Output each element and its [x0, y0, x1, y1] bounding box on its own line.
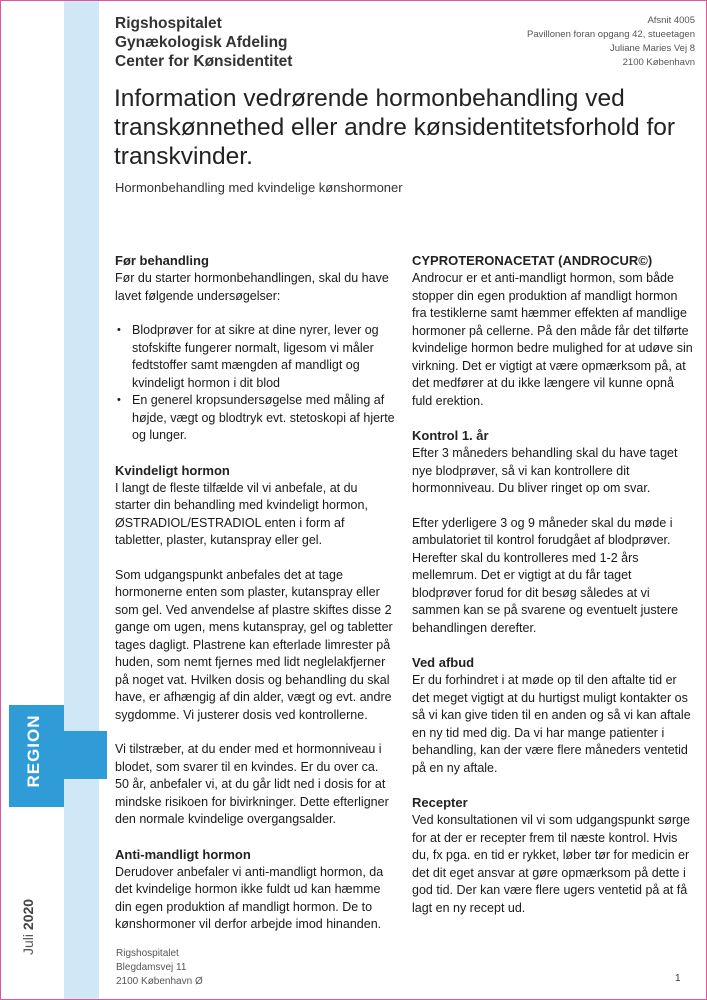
date-month: Juli	[20, 933, 36, 955]
sidebar-band	[64, 1, 99, 999]
address-line: Pavillonen foran opgang 42, stueetagen	[527, 29, 695, 40]
address-line: Juliane Maries Vej 8	[609, 43, 695, 54]
section-cancellation	[412, 654, 694, 777]
paragraph: Vi tilstræber, at du ender med et hormonniveau i blodet, som svarer til en kvindes. Er du over ca. 50 år, anbefaler vi, at du går lidt ned i dosis for at mindske risikoen for bivirkninger. Dette efterligner den normale kvindelige overgangsalder.	[115, 742, 389, 826]
organization-header	[115, 14, 292, 71]
vertical-date	[20, 875, 36, 955]
paragraph: Før du starter hormonbehandlingen, skal du have lavet følgende undersøgelser:	[115, 271, 389, 303]
section-heading: Recepter	[412, 795, 468, 810]
address-line: 2100 København	[622, 57, 695, 68]
section-before-treatment	[115, 252, 395, 445]
section-heading: Anti-mandligt hormon	[115, 846, 251, 862]
list-item: • En generel kropsundersøgelse med måling af højde, vægt og blodtryk evt. stetoskopi af hjerte og lunger.	[132, 392, 395, 445]
address-line: Afsnit 4005	[647, 15, 695, 26]
section-heading: Før behandling	[115, 253, 209, 268]
region-logo-bar	[64, 731, 107, 779]
document-title: Information vedrørende hormonbehandling ved transkønnethed eller andre kønsidentitetsforhold for transkvinder.	[114, 85, 676, 170]
address-block	[527, 14, 695, 70]
section-anti-male-hormone	[115, 846, 395, 934]
list-item: • Blodprøver for at sikre at dine nyrer, lever og stofskifte fungerer normalt, ligesom vi måler fedtstoffer samt mængden af mandligt og kvindeligt hormon i dit blod	[132, 322, 395, 392]
document-subtitle: Hormonbehandling med kvindelige kønshormoner	[115, 180, 403, 195]
page-number: 1	[675, 973, 681, 984]
paragraph: Derudover anbefaler vi anti-mandligt hormon, da det kvindelige hormon ikke fuldt ud kan hæmme din egen produktion af mandligt hormon. De to kønshormoner vil derfor arbejde imod hinanden.	[115, 864, 384, 931]
paragraph: Efter yderligere 3 og 9 måneder skal du møde i ambulatoriet til kontrol forudgået af blodprøver. Herefter skal du kontrolleres med 1-2 års mellemrum. Det er vigtigt at du får taget blodprøver forud for dit besøg således at vi sammen kan se på svarene og eventuelt justere behandlingen derefter.	[412, 515, 679, 635]
section-heading: Kontrol 1. år	[412, 428, 489, 443]
paragraph: I langt de fleste tilfælde vil vi anbefale, at du starter din behandling med kvindeligt hormon, ØSTRADIOL/ESTRADIOL enten i form af tabletter, plaster, kutanspray eller gel.	[115, 480, 368, 547]
footer-line: 2100 København Ø	[116, 976, 203, 987]
footer-line: Rigshospitalet	[116, 948, 179, 959]
section-cyproteronacetat	[412, 252, 694, 410]
section-heading: CYPROTERONACETAT (ANDROCUR©)	[412, 253, 653, 268]
date-year: 2020	[20, 898, 36, 931]
org-line: Gynækologisk Afdeling	[115, 34, 288, 51]
region-logo-text: REGION	[24, 714, 43, 788]
paragraph: Er du forhindret i at møde op til den aftalte tid er det meget vigtigt at du hurtigst muligt kontakter os så vi kan give tiden til en anden og så vi kan aftale en ny tid med dig. Da vi har mange patienter i behandling, kan der være flere måneders ventetid på en ny aftale.	[412, 673, 691, 775]
org-line: Rigshospitalet	[115, 15, 222, 32]
section-female-hormone	[115, 462, 395, 829]
footer-line: Blegdamsvej 11	[116, 962, 187, 973]
section-heading: Ved afbud	[412, 655, 475, 670]
paragraph: Androcur er et anti-mandligt hormon, som både stopper din egen produktion af mandligt hormon fra testiklerne samt hæmmer effekten af mandlige hormoner på cellerne. På den måde får det tilførte kvindelige hormon bedre mulighed for at udøve sin virkning. Det er vigtigt at være opmærksom på, at det medfører at du ikke længere vil kunne opnå fuld erektion.	[412, 271, 693, 408]
paragraph: Ved konsultationen vil vi som udgangspunkt sørge for at der er recepter frem til næste kontrol. Hvis du, fx pga. en tid er rykket, løber tør for medicin er det dit eget ansvar at gøre opmærksom på dette i god tid. Der kan være flere ugers ventetid på at få lagt en ny recept ud.	[412, 813, 690, 915]
paragraph: Efter 3 måneders behandling skal du have taget nye blodprøver, så vi kan kontrollere dit hormonniveau. Du bliver ringet op om svar.	[412, 446, 678, 495]
org-line: Center for Kønsidentitet	[115, 53, 293, 70]
section-heading: Kvindeligt hormon	[115, 462, 230, 478]
section-control-first-year	[412, 427, 694, 637]
paragraph: Som udgangspunkt anbefales det at tage hormonerne enten som plaster, kutanspray eller som gel. Ved anvendelse af plastre skiftes disse 2 gange om ugen, mens kutanspray, gel og tabletter tages dagligt. Plastrene kan efterlade limrester på huden, som nemt fjernes med lidt neglelakfjerner på noget vat. Hvilken dosis og behandling du skal have, er afhængig af din alder, vægt og evt. andre sygdomme. Vi justerer dosis ved kontrollerne.	[115, 567, 393, 722]
section-prescriptions	[412, 794, 694, 917]
footer-address	[116, 947, 203, 989]
exam-list	[115, 322, 395, 445]
right-column	[412, 252, 694, 934]
left-column	[115, 252, 395, 951]
region-logo	[9, 705, 64, 807]
